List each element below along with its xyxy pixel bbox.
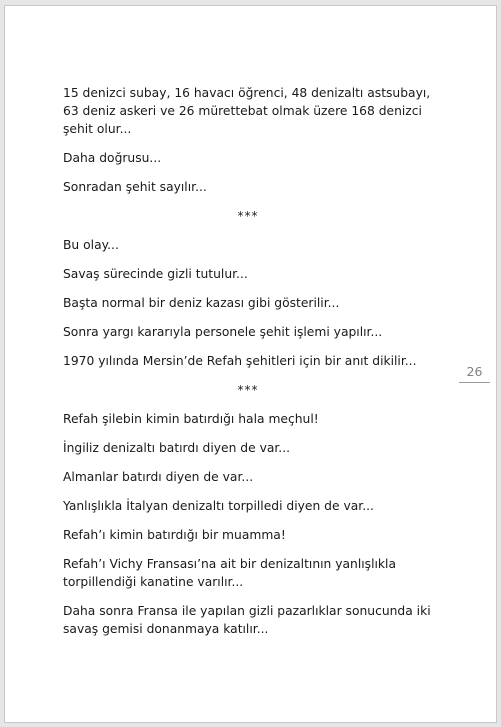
paragraph: 15 denizci subay, 16 havacı öğrenci, 48 denizaltı astsubayı, 63 deniz askeri ve 26 mürettebat olmak üzere 168 denizci şehit olur...: [63, 86, 431, 136]
paragraph: Savaş sürecinde gizli tutulur...: [63, 267, 248, 281]
paragraph: İngiliz denizaltı batırdı diyen de var...: [63, 441, 291, 455]
paragraph: Daha doğrusu...: [63, 151, 162, 165]
paragraph: 1970 yılında Mersin’de Refah şehitleri için bir anıt dikilir...: [63, 354, 417, 368]
page-content: [63, 84, 433, 649]
paragraph: Bu olay...: [63, 238, 119, 252]
section-separator: ***: [237, 383, 259, 397]
paragraph: Daha sonra Fransa ile yapılan gizli pazarlıklar sonucunda iki savaş gemisi donanmaya katılır...: [63, 604, 431, 636]
paragraph: Yanlışlıkla İtalyan denizaltı torpilledi diyen de var...: [63, 499, 374, 513]
paragraph: Sonra yargı kararıyla personele şehit işlemi yapılır...: [63, 325, 383, 339]
page-number: 26: [459, 364, 490, 383]
document-page: [4, 5, 497, 723]
paragraph: Almanlar batırdı diyen de var...: [63, 470, 254, 484]
paragraph: Sonradan şehit sayılır...: [63, 180, 207, 194]
paragraph: Refah’ı kimin batırdığı bir muamma!: [63, 528, 286, 542]
paragraph: Refah’ı Vichy Fransası’na ait bir denizaltının yanlışlıkla torpillendiği kanatine varılır...: [63, 557, 396, 589]
paragraph: Refah şilebin kimin batırdığı hala meçhul!: [63, 412, 319, 426]
section-separator: ***: [237, 209, 259, 223]
paragraph: Başta normal bir deniz kazası gibi gösterilir...: [63, 296, 340, 310]
